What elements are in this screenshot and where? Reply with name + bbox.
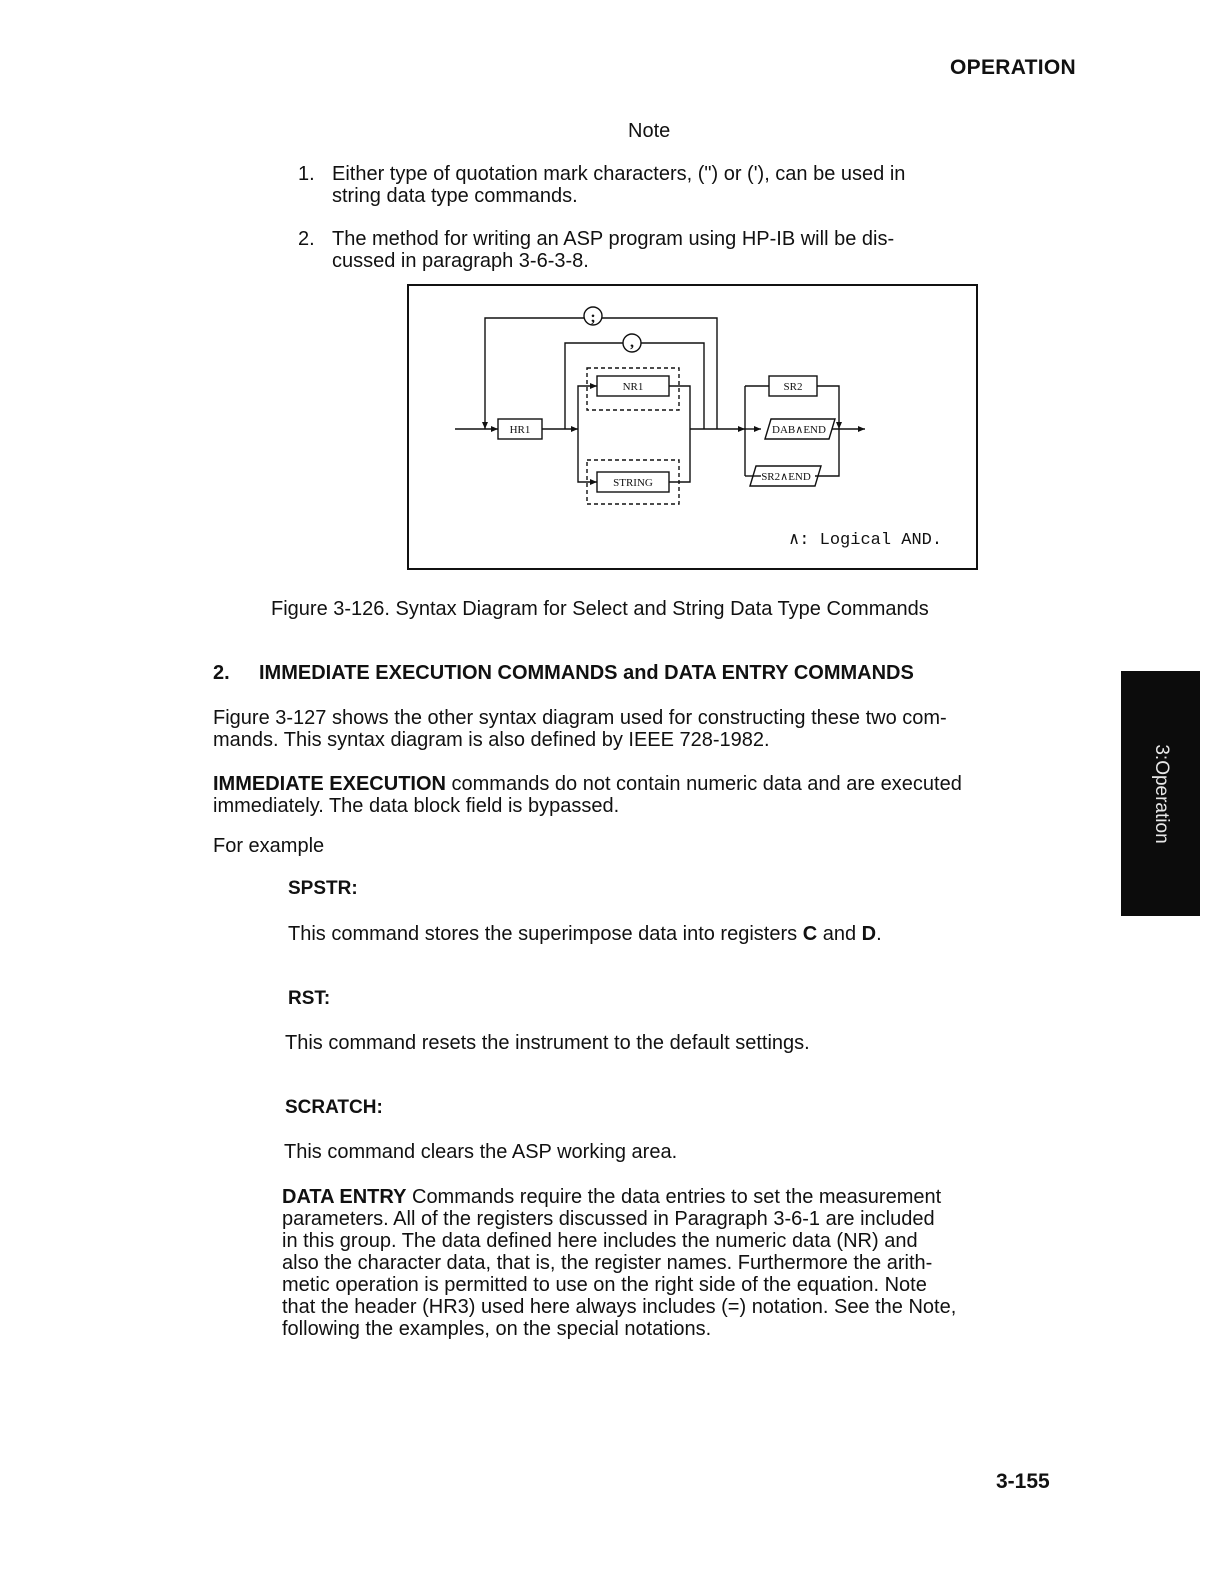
- nr1-branch-out: [669, 386, 690, 429]
- command-desc-spstr: [288, 923, 882, 945]
- section-side-tab: [1121, 671, 1200, 916]
- page-number: 3-155: [996, 1470, 1050, 1493]
- note-item-line: The method for writing an ASP program using HP-IB will be dis-: [332, 228, 895, 250]
- section-intro: [213, 707, 947, 751]
- running-header: OPERATION: [950, 56, 1076, 79]
- text-line: Commands require the data entries to set the measurement: [406, 1186, 942, 1208]
- sr2-end-label: SR2∧END: [761, 471, 811, 483]
- string-label: STRING: [613, 477, 653, 489]
- comma-symbol: ,: [630, 334, 634, 351]
- text-line: also the character data, that is, the register names. Furthermore the arith-: [282, 1252, 933, 1274]
- data-entry-paragraph: [282, 1186, 956, 1340]
- string-branch-in: [578, 429, 597, 482]
- section-title: IMMEDIATE EXECUTION COMMANDS and DATA ENTRY COMMANDS: [259, 662, 914, 684]
- section-number: 2.: [213, 662, 230, 684]
- register-d: D: [861, 923, 877, 945]
- text-line: that the header (HR3) used here always includes (=) notation. See the Note,: [282, 1296, 957, 1318]
- semicolon-symbol: ;: [590, 309, 596, 326]
- side-tab-label: 3:Operation: [1150, 743, 1172, 844]
- note-item-line: Either type of quotation mark characters, (") or ('), can be used in: [332, 163, 906, 185]
- text-line: immediately. The data block field is bypassed.: [213, 795, 620, 817]
- note-item-line: cussed in paragraph 3-6-3-8.: [332, 250, 589, 272]
- text-line: commands do not contain numeric data and are executed: [445, 773, 962, 795]
- text-segment: .: [876, 923, 882, 945]
- text-line: following the examples, on the special notations.: [282, 1318, 712, 1340]
- syntax-diagram: [409, 286, 976, 568]
- sr2end-out-line: [815, 429, 839, 476]
- text-segment: This command stores the superimpose data into registers: [288, 923, 803, 945]
- note-item-number: 2.: [298, 228, 315, 250]
- command-desc-scratch: This command clears the ASP working area.: [284, 1141, 678, 1163]
- text-line: parameters. All of the registers discussed in Paragraph 3-6-1 are included: [282, 1208, 935, 1230]
- immediate-paragraph: [213, 773, 962, 817]
- text-segment: and: [817, 923, 862, 945]
- register-c: C: [802, 923, 818, 945]
- sr2-out-line: [817, 386, 839, 429]
- command-name-spstr: SPSTR:: [288, 878, 358, 899]
- note-item-line: string data type commands.: [332, 185, 578, 207]
- note-item-number: 1.: [298, 163, 315, 185]
- command-name-scratch: SCRATCH:: [285, 1097, 383, 1118]
- syntax-diagram-figure: [407, 284, 978, 570]
- figure-caption: Figure 3-126. Syntax Diagram for Select and String Data Type Commands: [271, 598, 929, 620]
- semicolon-loop-left: [485, 318, 584, 429]
- note-title: Note: [628, 120, 671, 142]
- semicolon-loop-right: [602, 318, 717, 429]
- logical-and-note: ∧: Logical AND.: [789, 531, 943, 550]
- note-item-2: [298, 228, 1018, 272]
- text-line: in this group. The data defined here includes the numeric data (NR) and: [282, 1230, 918, 1252]
- immediate-term: IMMEDIATE EXECUTION: [213, 773, 446, 795]
- section-heading: [213, 662, 914, 685]
- data-entry-term: DATA ENTRY: [282, 1186, 407, 1208]
- dab-end-label: DAB∧END: [772, 424, 826, 436]
- note-item-1: [298, 163, 1018, 207]
- command-name-rst: RST:: [288, 988, 331, 1009]
- command-desc-rst: This command resets the instrument to the default settings.: [285, 1032, 810, 1054]
- for-example-label: For example: [213, 835, 325, 857]
- text-line: Figure 3-127 shows the other syntax diagram used for constructing these two com-: [213, 707, 947, 729]
- nr1-label: NR1: [622, 381, 644, 393]
- hr1-label: HR1: [509, 424, 531, 436]
- text-line: mands. This syntax diagram is also defined by IEEE 728-1982.: [213, 729, 770, 751]
- text-line: metic operation is permitted to use on the right side of the equation. Note: [282, 1274, 927, 1296]
- nr1-branch-in: [578, 386, 597, 429]
- sr2-label: SR2: [783, 381, 803, 393]
